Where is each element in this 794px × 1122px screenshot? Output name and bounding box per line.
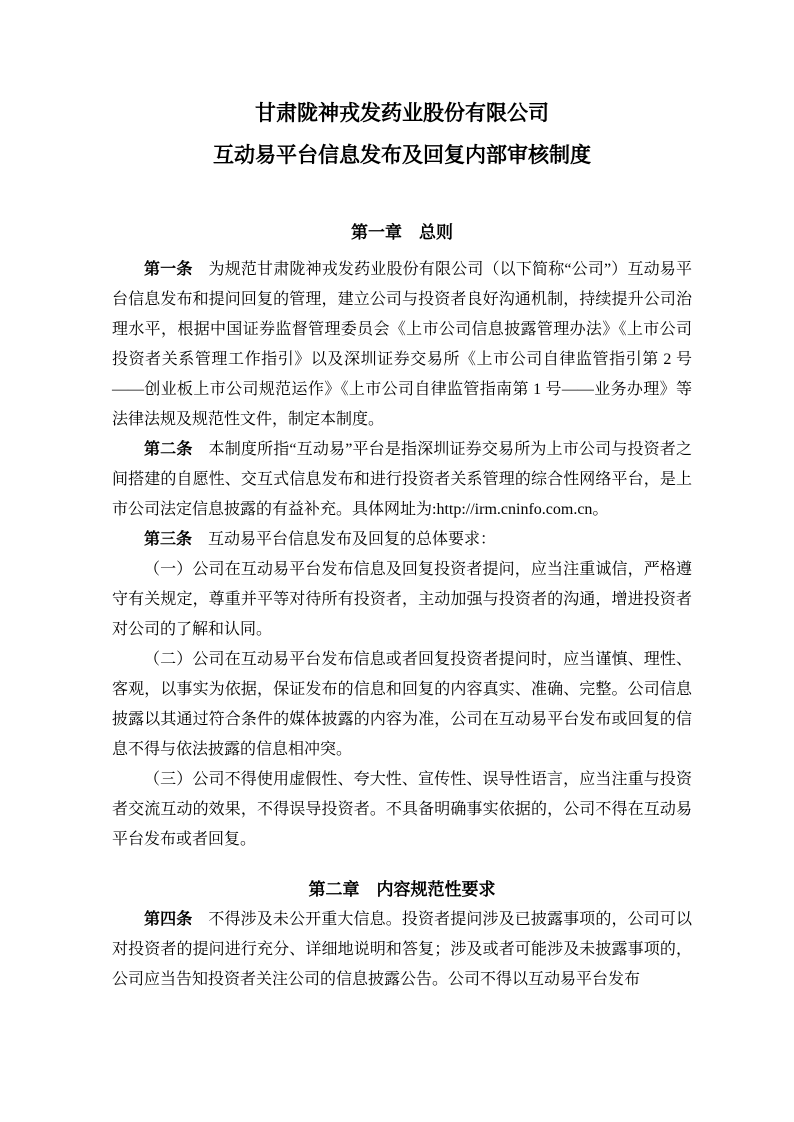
chapter-2-heading: 第二章 内容规范性要求 xyxy=(308,880,496,899)
article-number: 第三条 xyxy=(144,531,193,548)
article-paragraph xyxy=(112,525,692,555)
article-number: 第二条 xyxy=(144,441,193,458)
article-text: 互动易平台信息发布及回复的总体要求： xyxy=(208,531,497,548)
company-name-title: 甘肃陇神戎发药业股份有限公司 xyxy=(255,102,549,125)
article-text: （一）公司在互动易平台发布信息及回复投资者提问，应当注重诚信，严格遵守有关规定，尊重并平等对待所有投资者，主动加强与投资者的沟通，增进投资者对公司的了解和认同。 xyxy=(112,561,692,638)
article-text: （三）公司不得使用虚假性、夸大性、宣传性、误导性语言，应当注重与投资者交流互动的效果，不得误导投资者。不具备明确事实依据的，公司不得在互动易平台发布或者回复。 xyxy=(112,771,692,848)
article-paragraph xyxy=(112,765,692,855)
article-number: 第一条 xyxy=(144,261,193,278)
article-paragraph xyxy=(112,905,692,995)
article-text: 为规范甘肃陇神戎发药业股份有限公司（以下简称“公司”）互动易平台信息发布和提问回复的管理，建立公司与投资者良好沟通机制，持续提升公司治理水平，根据中国证券监督管理委员会《上市公司信息披露管理办法》《上市公司投资者关系管理工作指引》以及深圳证券交易所《上市公司自律监管指引第 2 号——创业板上市公司规范运作》《上市公司自律监管指南第 1 号——业务办理》等法律法规及规范性文件，制定本制度。 xyxy=(112,261,692,428)
article-paragraph xyxy=(112,555,692,645)
article-number: 第四条 xyxy=(144,911,193,928)
article-paragraph xyxy=(112,255,692,435)
document-body xyxy=(112,218,692,995)
article-text: 不得涉及未公开重大信息。投资者提问涉及已披露事项的，公司可以对投资者的提问进行充分、详细地说明和答复；涉及或者可能涉及未披露事项的，公司应当告知投资者关注公司的信息披露公告。公司不得以互动易平台发布 xyxy=(112,911,692,988)
article-paragraph xyxy=(112,645,692,765)
article-text: （二）公司在互动易平台发布信息或者回复投资者提问时，应当谨慎、理性、客观，以事实为依据，保证发布的信息和回复的内容真实、准确、完整。公司信息披露以其通过符合条件的媒体披露的内容为准，公司在互动易平台发布或回复的信息不得与依法披露的信息相冲突。 xyxy=(112,651,692,758)
article-paragraph xyxy=(112,435,692,525)
article-text: 本制度所指“互动易”平台是指深圳证券交易所为上市公司与投资者之间搭建的自愿性、交互式信息发布和进行投资者关系管理的综合性网络平台，是上市公司法定信息披露的有益补充。具体网址为:http://irm.cninfo.com.cn。 xyxy=(112,441,692,518)
chapter-1-heading: 第一章 总则 xyxy=(351,223,453,242)
policy-name-title: 互动易平台信息发布及回复内部审核制度 xyxy=(213,144,591,167)
